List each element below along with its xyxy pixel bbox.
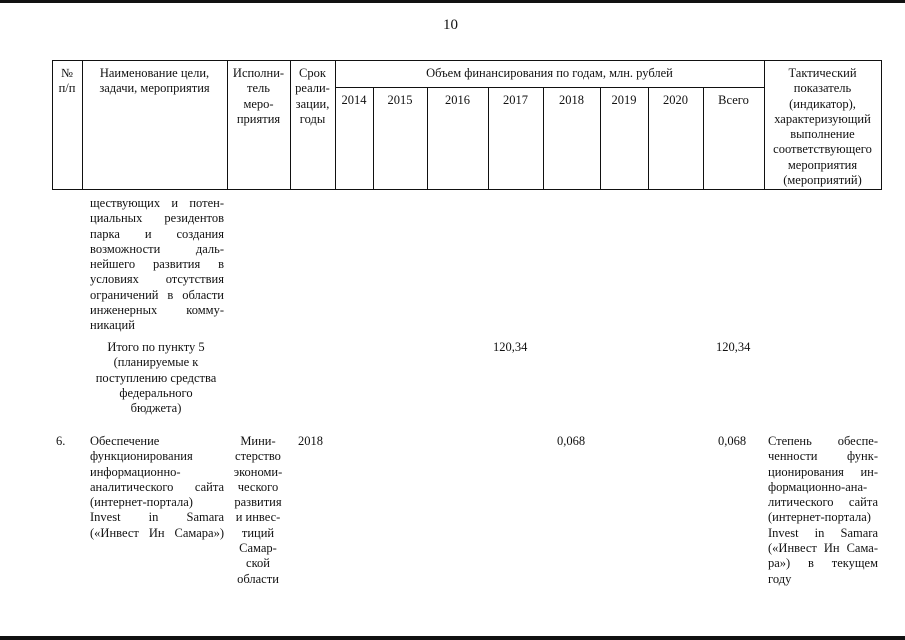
header-year: 2017 [503, 93, 528, 107]
header-year: 2014 [341, 93, 367, 107]
row6-indicator: Степень обеспе- ченности функ- ционирования ин- формационно-ана- литического сайта (интернет-портала) Invest in Samara («Инвест Ин Сама- ра») в текущем году [768, 434, 878, 586]
row6-value-2018: 0,068 [557, 434, 586, 448]
row6-term: 2018 [298, 434, 323, 448]
header-num: № п/п [58, 66, 76, 96]
header-year: 2020 [663, 93, 688, 107]
page-number: 10 [443, 17, 458, 33]
row6-executor: Мини- стерство экономи- ческого развития и инвес- тиций Самар- ской области [233, 434, 283, 586]
top-scan-edge [0, 0, 905, 3]
header-finance-title: Объем финансирования по годам, млн. рублей [426, 66, 673, 80]
continuation-text: ществующих и потен- циальных резидентов парка и создания возможности даль- нейшего развития в условиях отсутствия ограничений в области инженерных комму- никаций [90, 196, 224, 333]
header-bottom-border [52, 189, 881, 190]
subtotal-label: Итого по пункту 5 (планируемые к поступлению средства федерального бюджета) [95, 340, 217, 416]
header-top-border [52, 60, 881, 61]
header-year: 2016 [445, 93, 470, 107]
col-border [881, 60, 882, 190]
header-executor: Исполни- тель меро- приятия [232, 66, 285, 126]
row6-name: Обеспечение функционирования информационно- аналитического сайта (интернет-портала) Invest in Samara («Инвест Ин Самара») [90, 434, 224, 540]
header-term: Срок реали- зации, годы [295, 66, 330, 126]
row6-total: 0,068 [718, 434, 747, 448]
header-total: Всего [718, 93, 749, 107]
header-year: 2015 [387, 93, 413, 107]
header-name: Наименование цели, задачи, мероприятия [99, 66, 210, 96]
subtotal-total: 120,34 [716, 340, 751, 354]
header-year: 2019 [611, 93, 637, 107]
subtotal-value-2017: 120,34 [493, 340, 528, 354]
header-indicator: Тактический показатель (индикатор), характеризующий выполнение соответствующего мероприятия (мероприятий) [773, 66, 872, 188]
header-year: 2018 [559, 93, 584, 107]
row6-num: 6. [56, 434, 66, 448]
years-divider [335, 87, 764, 88]
bottom-scan-edge [0, 636, 905, 640]
